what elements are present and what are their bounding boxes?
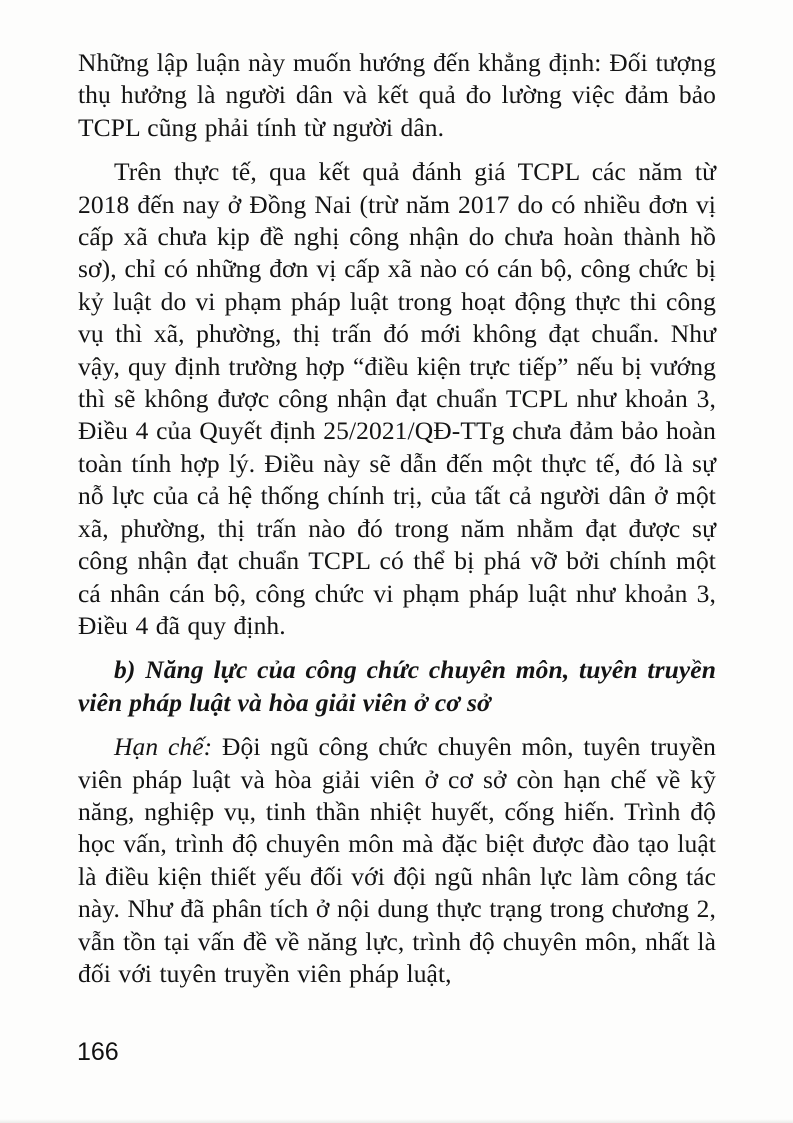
- paragraph: Những lập luận này muốn hướng đến khẳng định: Đối tượng thụ hưởng là người dân và kết quả đo lường việc đảm bảo TCPL cũng phải tính từ người dân.: [78, 48, 716, 142]
- italic-lead: Hạn chế:: [114, 732, 213, 762]
- page-bottom-edge: [0, 1119, 793, 1123]
- page-body: [78, 47, 716, 1002]
- paragraph: Trên thực tế, qua kết quả đánh giá TCPL các năm từ 2018 đến nay ở Đồng Nai (trừ năm 2017 do có nhiều đơn vị cấp xã chưa kịp đề nghị công nhận do chưa hoàn thành hồ sơ), chỉ có những đơn vị cấp xã nào có cán bộ, công chức bị kỷ luật do vi phạm pháp luật trong hoạt động thực thi công vụ thì xã, phường, thị trấn đó mới không đạt chuẩn. Như vậy, quy định trường hợp “điều kiện trực tiếp” nếu bị vướng thì sẽ không được công nhận đạt chuẩn TCPL như khoản 3, Điều 4 của Quyết định 25/2021/QĐ-TTg chưa đảm bảo hoàn toàn tính hợp lý. Điều này sẽ dẫn đến một thực tế, đó là sự nỗ lực của cả hệ thống chính trị, của tất cả người dân ở một xã, phường, thị trấn nào đó trong năm nhằm đạt được sự công nhận đạt chuẩn TCPL có thể bị phá vỡ bởi chính một cá nhân cán bộ, công chức vi phạm pháp luật như khoản 3, Điều 4 đã quy định.: [78, 157, 716, 640]
- section-heading: b) Năng lực của công chức chuyên môn, tuyên truyền viên pháp luật và hòa giải viên ở cơ sở: [78, 655, 716, 717]
- page-number: 166: [77, 1038, 119, 1066]
- paragraph: Hạn chế: Đội ngũ công chức chuyên môn, tuyên truyền viên pháp luật và hòa giải viên ở cơ sở còn hạn chế về kỹ năng, nghiệp vụ, tinh thần nhiệt huyết, cống hiến. Trình độ học vấn, trình độ chuyên môn mà đặc biệt được đào tạo luật là điều kiện thiết yếu đối với đội ngũ nhân lực làm công tác này. Như đã phân tích ở nội dung thực trạng trong chương 2, vẫn tồn tại vấn đề về năng lực, trình độ chuyên môn, nhất là đối với tuyên truyền viên pháp luật,: [78, 732, 717, 988]
